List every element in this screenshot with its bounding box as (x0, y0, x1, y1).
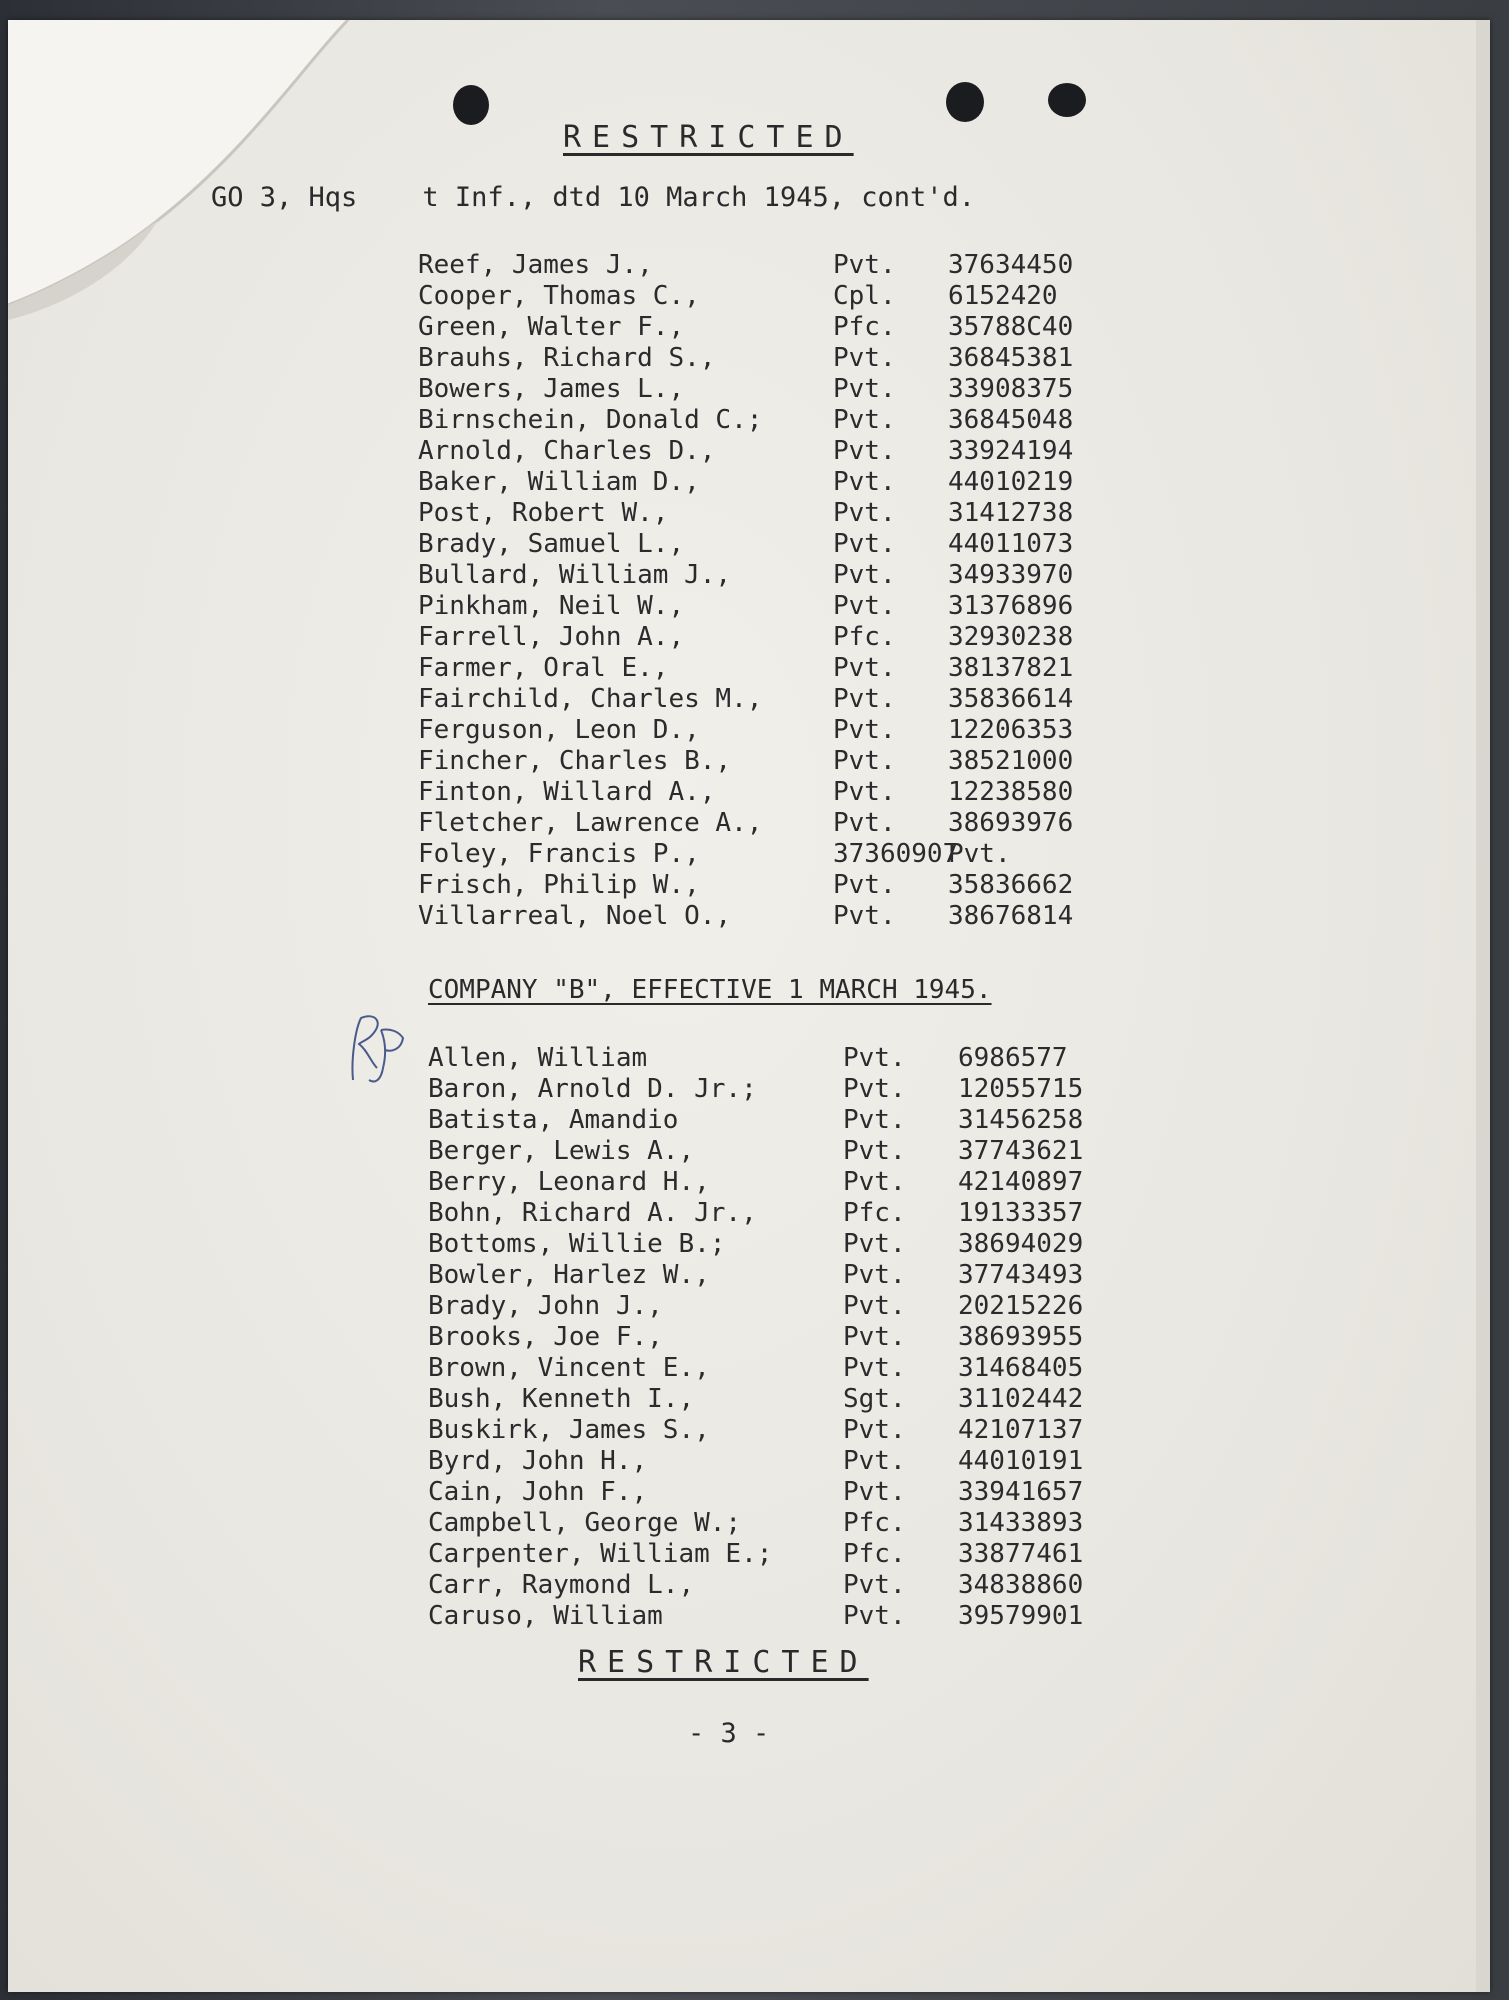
soldier-name: Caruso, William (428, 1601, 663, 1631)
soldier-rank: Pvt. (833, 715, 896, 745)
soldier-rank: Pvt. (833, 374, 896, 404)
roster-row (428, 1353, 1128, 1384)
soldier-serial-number: 31412738 (948, 498, 1074, 528)
page-curl (8, 20, 388, 320)
header-restricted: RESTRICTED (563, 120, 854, 155)
soldier-rank: Pvt. (843, 1105, 906, 1135)
roster-row (428, 1508, 1128, 1539)
document-page (8, 20, 1490, 1992)
soldier-name: Pinkham, Neil W., (418, 591, 685, 621)
roster-row (418, 870, 1118, 901)
soldier-name: Berger, Lewis A., (428, 1136, 695, 1166)
soldier-name: Brooks, Joe F., (428, 1322, 663, 1352)
soldier-rank: Pvt. (843, 1601, 906, 1631)
soldier-name: Farrell, John A., (418, 622, 685, 652)
soldier-name: Brauhs, Richard S., (418, 343, 716, 373)
roster-row (418, 653, 1118, 684)
soldier-serial-number: 20215226 (958, 1291, 1084, 1321)
roster-row (418, 839, 1118, 870)
soldier-rank: Pvt. (833, 746, 896, 776)
roster-row (418, 498, 1118, 529)
roster-row (428, 1291, 1128, 1322)
soldier-rank: Pvt. (843, 1167, 906, 1197)
roster-row (418, 312, 1118, 343)
roster-row (428, 1105, 1128, 1136)
roster-row (418, 250, 1118, 281)
soldier-rank: Pvt. (833, 870, 896, 900)
soldier-rank: Pvt. (833, 436, 896, 466)
soldier-rank: Pvt. (833, 529, 896, 559)
soldier-rank: Pvt. (833, 653, 896, 683)
soldier-serial-number: 33908375 (948, 374, 1074, 404)
soldier-name: Villarreal, Noel O., (418, 901, 732, 931)
handwritten-initials (341, 1010, 411, 1090)
soldier-rank: 37360907 (833, 839, 959, 869)
roster-row (418, 901, 1118, 932)
soldier-name: Finton, Willard A., (418, 777, 716, 807)
roster-row (428, 1198, 1128, 1229)
soldier-rank: Sgt. (843, 1384, 906, 1414)
roster-row (418, 343, 1118, 374)
soldier-serial-number: 42140897 (958, 1167, 1084, 1197)
soldier-serial-number: 12238580 (948, 777, 1074, 807)
order-heading: GO 3, Hqs t Inf., dtd 10 March 1945, cont'd. (211, 182, 976, 213)
roster-row (428, 1477, 1128, 1508)
soldier-name: Bowers, James L., (418, 374, 685, 404)
roster-row (428, 1322, 1128, 1353)
roster-row (428, 1136, 1128, 1167)
roster-row (418, 808, 1118, 839)
roster-row (418, 405, 1118, 436)
roster-row (418, 529, 1118, 560)
roster-row (418, 281, 1118, 312)
soldier-name: Fairchild, Charles M., (418, 684, 763, 714)
soldier-rank: Pfc. (833, 312, 896, 342)
soldier-serial-number: 38137821 (948, 653, 1074, 683)
soldier-name: Bottoms, Willie B.; (428, 1229, 726, 1259)
soldier-name: Carpenter, William E.; (428, 1539, 773, 1569)
soldier-name: Green, Walter F., (418, 312, 685, 342)
soldier-name: Brady, Samuel L., (418, 529, 685, 559)
soldier-serial-number: 31376896 (948, 591, 1074, 621)
soldier-serial-number: Pvt. (948, 839, 1011, 869)
roster-row (418, 591, 1118, 622)
soldier-rank: Pvt. (843, 1446, 906, 1476)
soldier-name: Bowler, Harlez W., (428, 1260, 710, 1290)
roster-row (428, 1539, 1128, 1570)
soldier-rank: Pvt. (843, 1074, 906, 1104)
roster-row (428, 1043, 1128, 1074)
soldier-rank: Pvt. (843, 1570, 906, 1600)
soldier-serial-number: 12055715 (958, 1074, 1084, 1104)
footer-restricted: RESTRICTED (578, 1645, 869, 1680)
soldier-serial-number: 39579901 (958, 1601, 1084, 1631)
soldier-serial-number: 38693976 (948, 808, 1074, 838)
soldier-serial-number: 19133357 (958, 1198, 1084, 1228)
soldier-serial-number: 31433893 (958, 1508, 1084, 1538)
roster-row (428, 1601, 1128, 1632)
roster-row (418, 715, 1118, 746)
roster-row (428, 1074, 1128, 1105)
soldier-rank: Pvt. (833, 343, 896, 373)
soldier-name: Byrd, John H., (428, 1446, 648, 1476)
soldier-rank: Pvt. (833, 777, 896, 807)
soldier-name: Fletcher, Lawrence A., (418, 808, 763, 838)
soldier-serial-number: 44010219 (948, 467, 1074, 497)
soldier-rank: Cpl. (833, 281, 896, 311)
soldier-name: Foley, Francis P., (418, 839, 700, 869)
soldier-rank: Pvt. (843, 1291, 906, 1321)
soldier-serial-number: 35836614 (948, 684, 1074, 714)
soldier-serial-number: 12206353 (948, 715, 1074, 745)
soldier-name: Reef, James J., (418, 250, 653, 280)
soldier-name: Allen, William (428, 1043, 648, 1073)
soldier-rank: Pvt. (843, 1353, 906, 1383)
soldier-name: Farmer, Oral E., (418, 653, 669, 683)
soldier-rank: Pvt. (843, 1415, 906, 1445)
soldier-serial-number: 36845381 (948, 343, 1074, 373)
company-b-heading: COMPANY "B", EFFECTIVE 1 MARCH 1945. (428, 975, 992, 1005)
soldier-serial-number: 34933970 (948, 560, 1074, 590)
soldier-serial-number: 33941657 (958, 1477, 1084, 1507)
roster-row (418, 467, 1118, 498)
soldier-serial-number: 35788C40 (948, 312, 1074, 342)
soldier-name: Brady, John J., (428, 1291, 663, 1321)
soldier-rank: Pvt. (843, 1477, 906, 1507)
soldier-rank: Pvt. (843, 1229, 906, 1259)
roster-row (428, 1415, 1128, 1446)
soldier-serial-number: 38676814 (948, 901, 1074, 931)
soldier-serial-number: 33924194 (948, 436, 1074, 466)
soldier-name: Berry, Leonard H., (428, 1167, 710, 1197)
soldier-rank: Pvt. (833, 901, 896, 931)
soldier-serial-number: 32930238 (948, 622, 1074, 652)
soldier-serial-number: 37743493 (958, 1260, 1084, 1290)
soldier-rank: Pvt. (833, 808, 896, 838)
roster-row (418, 684, 1118, 715)
soldier-name: Post, Robert W., (418, 498, 669, 528)
roster-group-2 (428, 1043, 1128, 1632)
soldier-name: Arnold, Charles D., (418, 436, 716, 466)
soldier-rank: Pfc. (843, 1508, 906, 1538)
roster-row (428, 1167, 1128, 1198)
roster-row (418, 746, 1118, 777)
roster-row (418, 622, 1118, 653)
soldier-serial-number: 38693955 (958, 1322, 1084, 1352)
punch-hole-left (453, 85, 489, 125)
soldier-serial-number: 44010191 (958, 1446, 1084, 1476)
soldier-rank: Pvt. (833, 498, 896, 528)
soldier-rank: Pvt. (843, 1136, 906, 1166)
roster-row (428, 1260, 1128, 1291)
soldier-name: Baker, William D., (418, 467, 700, 497)
soldier-serial-number: 37634450 (948, 250, 1074, 280)
soldier-serial-number: 42107137 (958, 1415, 1084, 1445)
soldier-rank: Pfc. (843, 1198, 906, 1228)
soldier-serial-number: 6986577 (958, 1043, 1068, 1073)
soldier-name: Buskirk, James S., (428, 1415, 710, 1445)
soldier-serial-number: 34838860 (958, 1570, 1084, 1600)
soldier-rank: Pfc. (843, 1539, 906, 1569)
soldier-rank: Pfc. (833, 622, 896, 652)
soldier-name: Bush, Kenneth I., (428, 1384, 695, 1414)
roster-row (428, 1570, 1128, 1601)
soldier-name: Carr, Raymond L., (428, 1570, 695, 1600)
soldier-serial-number: 36845048 (948, 405, 1074, 435)
soldier-name: Baron, Arnold D. Jr.; (428, 1074, 757, 1104)
soldier-serial-number: 31468405 (958, 1353, 1084, 1383)
soldier-name: Bullard, William J., (418, 560, 732, 590)
soldier-rank: Pvt. (833, 405, 896, 435)
soldier-name: Campbell, George W.; (428, 1508, 742, 1538)
soldier-name: Brown, Vincent E., (428, 1353, 710, 1383)
soldier-serial-number: 37743621 (958, 1136, 1084, 1166)
soldier-rank: Pvt. (833, 467, 896, 497)
soldier-serial-number: 38694029 (958, 1229, 1084, 1259)
roster-row (428, 1446, 1128, 1477)
soldier-name: Frisch, Philip W., (418, 870, 700, 900)
page-number: - 3 - (688, 1718, 770, 1749)
roster-row (418, 374, 1118, 405)
soldier-name: Birnschein, Donald C.; (418, 405, 763, 435)
roster-row (418, 436, 1118, 467)
roster-row (428, 1229, 1128, 1260)
soldier-serial-number: 35836662 (948, 870, 1074, 900)
soldier-name: Fincher, Charles B., (418, 746, 732, 776)
soldier-rank: Pvt. (833, 591, 896, 621)
roster-row (428, 1384, 1128, 1415)
soldier-rank: Pvt. (833, 684, 896, 714)
soldier-name: Ferguson, Leon D., (418, 715, 700, 745)
soldier-rank: Pvt. (833, 250, 896, 280)
soldier-name: Batista, Amandio (428, 1105, 679, 1135)
soldier-serial-number: 6152420 (948, 281, 1058, 311)
soldier-serial-number: 31102442 (958, 1384, 1084, 1414)
soldier-rank: Pvt. (833, 560, 896, 590)
roster-row (418, 560, 1118, 591)
punch-hole-right (1048, 83, 1086, 117)
soldier-rank: Pvt. (843, 1322, 906, 1352)
soldier-serial-number: 44011073 (948, 529, 1074, 559)
soldier-name: Bohn, Richard A. Jr., (428, 1198, 757, 1228)
soldier-name: Cooper, Thomas C., (418, 281, 700, 311)
soldier-serial-number: 38521000 (948, 746, 1074, 776)
soldier-serial-number: 33877461 (958, 1539, 1084, 1569)
soldier-name: Cain, John F., (428, 1477, 648, 1507)
punch-hole-middle (946, 82, 984, 122)
soldier-rank: Pvt. (843, 1043, 906, 1073)
roster-row (418, 777, 1118, 808)
soldier-rank: Pvt. (843, 1260, 906, 1290)
soldier-serial-number: 31456258 (958, 1105, 1084, 1135)
roster-group-1 (418, 250, 1118, 932)
